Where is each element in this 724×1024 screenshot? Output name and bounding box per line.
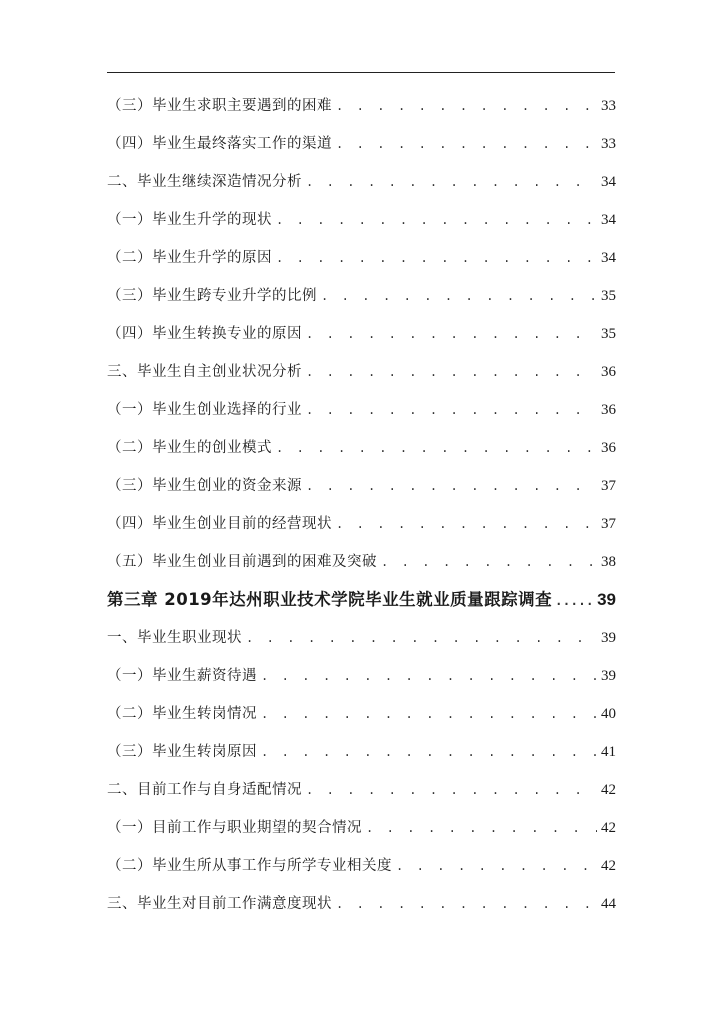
toc-leader-dots [306, 467, 597, 505]
toc-entry[interactable] [107, 429, 616, 467]
toc-entry-page: 33 [601, 136, 616, 152]
header-rule [107, 72, 615, 73]
toc-entry-page: 33 [601, 98, 616, 114]
toc-entry-page: 36 [601, 364, 616, 380]
toc-leader-dots [261, 733, 597, 771]
toc-leader-dots [555, 582, 595, 620]
toc-entry-page: 40 [601, 706, 616, 722]
toc-entry-page: 38 [601, 554, 616, 570]
toc-entry-title: （三）毕业生创业的资金来源 [107, 478, 302, 494]
toc-entry[interactable] [107, 771, 616, 809]
toc-entry-title: 二、毕业生继续深造情况分析 [107, 174, 302, 190]
toc-entry-title: （四）毕业生最终落实工作的渠道 [107, 136, 332, 152]
toc-entry-title: （四）毕业生创业目前的经营现状 [107, 516, 332, 532]
toc-entry[interactable] [107, 125, 616, 163]
toc-entry-title: 二、目前工作与自身适配情况 [107, 782, 302, 798]
toc-leader-dots [276, 429, 597, 467]
toc-entry-title: （三）毕业生跨专业升学的比例 [107, 288, 317, 304]
toc-entry[interactable] [107, 657, 616, 695]
toc-entry[interactable] [107, 733, 616, 771]
toc-entry[interactable] [107, 353, 616, 391]
toc-entry[interactable] [107, 391, 616, 429]
toc-entry-title: （二）毕业生所从事工作与所学专业相关度 [107, 858, 392, 874]
toc-entry-title: 一、毕业生职业现状 [107, 630, 242, 646]
toc-entry[interactable] [107, 619, 616, 657]
toc-entry[interactable] [107, 163, 616, 201]
toc-entry-page: 39 [601, 668, 616, 684]
toc-chapter-title: 第三章 2019年达州职业技术学院毕业生就业质量跟踪调查 [107, 590, 553, 609]
toc-leader-dots [306, 391, 597, 429]
toc-entry[interactable] [107, 87, 616, 125]
toc-entry-page: 37 [601, 516, 616, 532]
toc-leader-dots [336, 505, 597, 543]
toc-entry[interactable] [107, 543, 616, 581]
toc-entry-page: 35 [601, 288, 616, 304]
toc-entry-page: 41 [601, 744, 616, 760]
toc-entry-title: （二）毕业生转岗情况 [107, 706, 257, 722]
toc-leader-dots [306, 163, 597, 201]
toc-entry-page: 34 [601, 212, 616, 228]
toc-entry-title: （二）毕业生升学的原因 [107, 250, 272, 266]
toc-entry-title: （五）毕业生创业目前遇到的困难及突破 [107, 554, 377, 570]
toc-leader-dots [336, 87, 597, 125]
toc-leader-dots [246, 619, 597, 657]
toc-leader-dots [276, 201, 597, 239]
toc-leader-dots [366, 809, 597, 847]
toc-entry-page: 42 [601, 820, 616, 836]
toc-entry-page: 39 [601, 630, 616, 646]
toc-entry[interactable] [107, 315, 616, 353]
toc-leader-dots [306, 315, 597, 353]
toc-entry-page: 42 [601, 858, 616, 874]
toc-entry[interactable] [107, 695, 616, 733]
toc-leader-dots [261, 657, 597, 695]
toc-entry-title: （一）毕业生升学的现状 [107, 212, 272, 228]
toc-entry[interactable] [107, 201, 616, 239]
toc-chapter-page: 39 [597, 590, 616, 609]
table-of-contents [107, 87, 616, 923]
toc-leader-dots [261, 695, 597, 733]
toc-leader-dots [336, 885, 597, 923]
toc-entry-page: 42 [601, 782, 616, 798]
toc-entry-page: 44 [601, 896, 616, 912]
toc-leader-dots [306, 771, 597, 809]
toc-entry-page: 34 [601, 250, 616, 266]
toc-leader-dots [306, 353, 597, 391]
toc-entry-title: （三）毕业生转岗原因 [107, 744, 257, 760]
toc-entry-title: （一）毕业生创业选择的行业 [107, 402, 302, 418]
toc-entry-title: （一）毕业生薪资待遇 [107, 668, 257, 684]
toc-entry[interactable] [107, 809, 616, 847]
toc-entry-title: （二）毕业生的创业模式 [107, 440, 272, 456]
toc-entry[interactable] [107, 277, 616, 315]
toc-entry[interactable] [107, 847, 616, 885]
toc-leader-dots [336, 125, 597, 163]
toc-entry-title: （三）毕业生求职主要遇到的困难 [107, 98, 332, 114]
toc-leader-dots [276, 239, 597, 277]
toc-entry-page: 34 [601, 174, 616, 190]
toc-chapter-entry[interactable] [107, 581, 616, 619]
toc-entry[interactable] [107, 239, 616, 277]
toc-entry-title: 三、毕业生对目前工作满意度现状 [107, 896, 332, 912]
toc-entry[interactable] [107, 467, 616, 505]
toc-entry[interactable] [107, 885, 616, 923]
toc-leader-dots [381, 543, 597, 581]
toc-entry-page: 36 [601, 440, 616, 456]
toc-leader-dots [396, 847, 597, 885]
toc-entry-page: 35 [601, 326, 616, 342]
toc-entry-title: 三、毕业生自主创业状况分析 [107, 364, 302, 380]
toc-entry-title: （四）毕业生转换专业的原因 [107, 326, 302, 342]
toc-entry-page: 37 [601, 478, 616, 494]
toc-entry-title: （一）目前工作与职业期望的契合情况 [107, 820, 362, 836]
toc-entry-page: 36 [601, 402, 616, 418]
toc-leader-dots [321, 277, 597, 315]
toc-entry[interactable] [107, 505, 616, 543]
